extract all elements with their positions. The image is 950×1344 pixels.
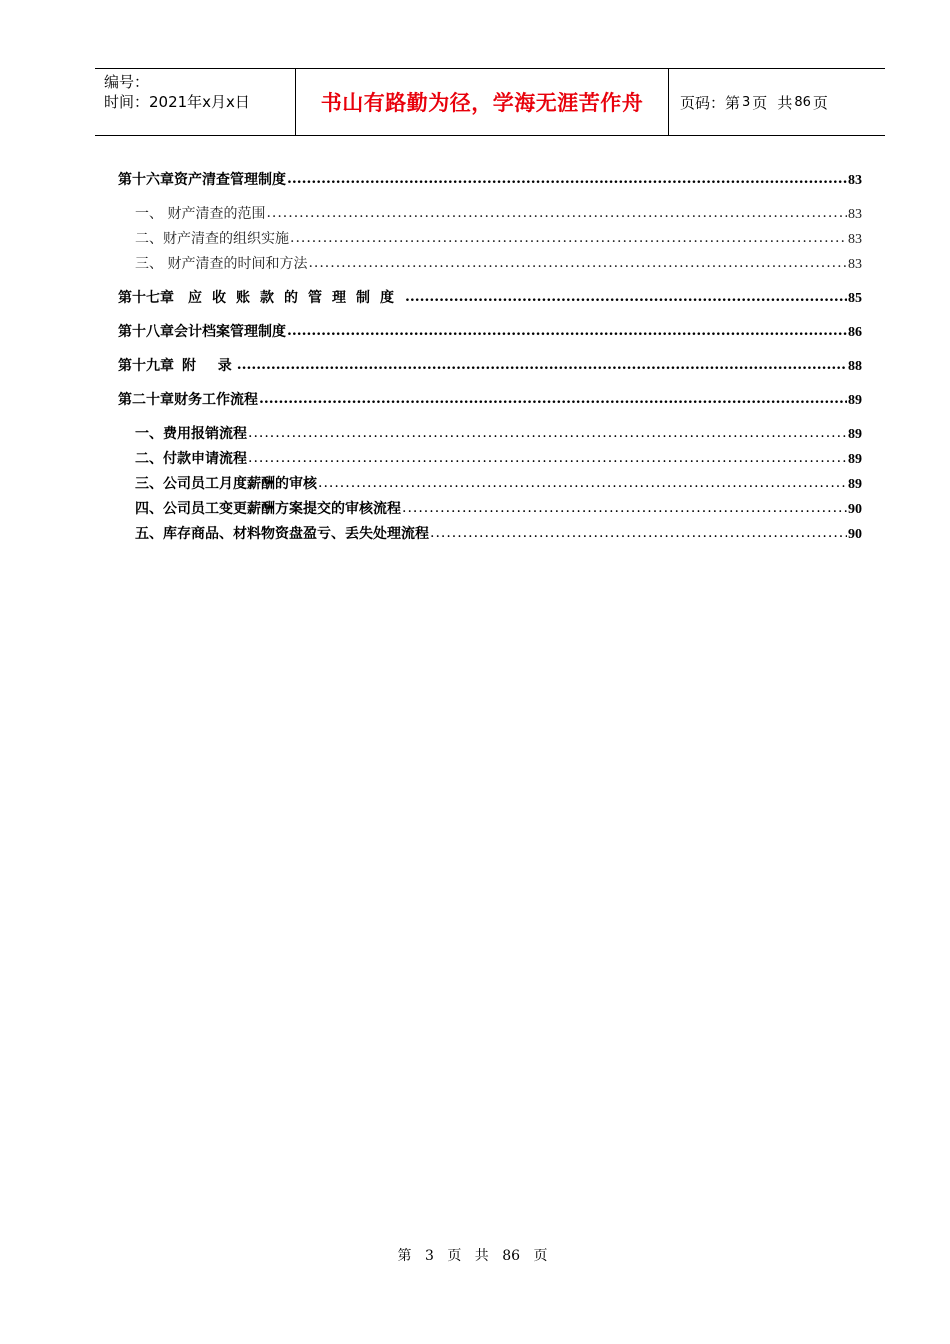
chapter-title: 会计档案管理制度 [174,324,286,340]
page-number: 86 [848,325,862,340]
footer-unit: 页 [447,1248,462,1264]
chapter-title: 资产清查管理制度 [174,172,286,188]
toc-entry-section[interactable] [118,447,862,472]
chapter-number: 第十九章 [118,358,174,374]
document-number-label: 编号： [104,73,150,91]
toc-entry-chapter-16[interactable] [118,168,862,193]
page-footer [0,1245,950,1265]
dot-leader [402,496,847,521]
motto-text: 书山有路勤为径，学海无涯苦作舟 [320,91,644,115]
page-prefix: 页码：第 [680,93,741,112]
dot-leader [248,421,847,446]
page-current: 3 [742,94,751,110]
document-header [95,68,885,136]
section-title: 二、财产清查的组织实施 [135,231,289,247]
total-unit: 页 [812,93,828,112]
toc-entry-chapter-19[interactable] [118,354,862,379]
page-number: 89 [848,477,862,492]
footer-total-unit: 页 [533,1248,548,1264]
dot-leader [287,319,847,344]
toc-entry-section[interactable] [118,252,862,277]
page-number: 83 [848,173,862,188]
page-number: 89 [848,427,862,442]
dot-leader [318,471,847,496]
chapter-title: 财务工作流程 [174,392,258,408]
toc-entry-section[interactable] [118,522,862,547]
toc-entry-chapter-18[interactable] [118,320,862,345]
header-page-info [669,69,885,135]
page-total: 86 [794,94,811,110]
footer-current-page: 3 [424,1248,434,1264]
document-time: 时间：2021年x月x日 [104,93,250,111]
section-title: 一、 财产清查的范围 [135,206,266,222]
toc-entry-section[interactable] [118,227,862,252]
section-title: 五、库存商品、材料物资盘盈亏、丢失处理流程 [135,526,429,542]
toc-entry-chapter-20[interactable] [118,388,862,413]
page-number: 83 [848,257,862,272]
dot-leader [248,446,847,471]
dot-leader [237,353,847,378]
dot-leader [290,226,847,251]
page-unit: 页 [752,93,768,112]
chapter-title: 应收账款的管理制度 [188,290,404,306]
page-number: 88 [848,359,862,374]
chapter-number: 第十六章 [118,172,174,188]
dot-leader [308,251,847,276]
dot-leader [405,285,847,310]
section-title: 三、公司员工月度薪酬的审核 [135,476,317,492]
chapter-title: 附 录 [182,358,236,374]
page-number: 90 [848,502,862,517]
section-title: 三、 财产清查的时间和方法 [135,256,308,272]
toc-entry-section[interactable] [118,422,862,447]
section-title: 一、费用报销流程 [135,426,247,442]
chapter-number: 第十八章 [118,324,174,340]
total-prefix: 共 [777,93,793,112]
dot-leader [266,201,847,226]
section-title: 二、付款申请流程 [135,451,247,467]
dot-leader [287,167,847,192]
chapter-number: 第十七章 [118,290,174,306]
header-meta [95,69,296,135]
page-number: 83 [848,232,862,247]
page-number: 83 [848,207,862,222]
page-number: 89 [848,452,862,467]
header-motto [296,69,669,135]
dot-leader [259,387,847,412]
page-number: 90 [848,527,862,542]
toc-entry-section[interactable] [118,202,862,227]
page-number: 89 [848,393,862,408]
table-of-contents [118,168,862,547]
footer-prefix: 第 [397,1248,412,1264]
toc-entry-chapter-17[interactable] [118,286,862,311]
page-number: 85 [848,291,862,306]
section-title: 四、公司员工变更薪酬方案提交的审核流程 [135,501,401,517]
chapter-number: 第二十章 [118,392,174,408]
dot-leader [430,521,847,546]
footer-total-pages: 86 [502,1248,521,1264]
toc-entry-section[interactable] [118,472,862,497]
toc-entry-section[interactable] [118,497,862,522]
footer-total-prefix: 共 [474,1248,489,1264]
